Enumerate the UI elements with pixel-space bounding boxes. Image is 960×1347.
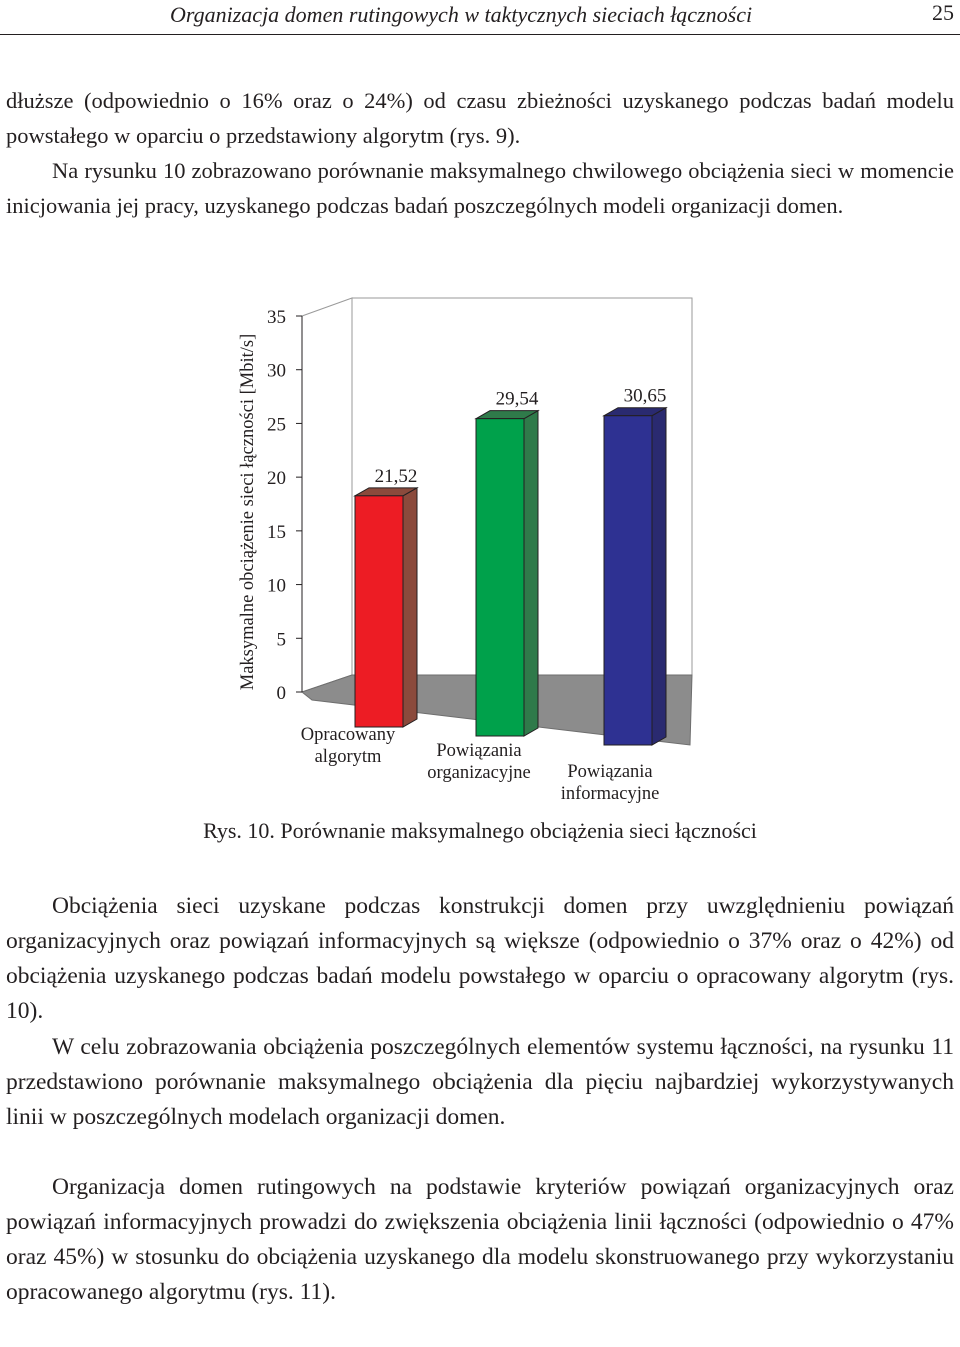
- y-tick-label: 20: [267, 468, 286, 490]
- paragraph-intro: [6, 83, 954, 223]
- bar: [476, 419, 524, 736]
- paragraph-1-text: dłuższe (odpowiednio o 16% oraz o 24%) od czasu zbieżności uzyskanego podczas badań modelu powstałego w oparciu o przedstawiony algorytm (rys. 9).: [6, 88, 954, 148]
- bar: [604, 416, 652, 745]
- y-axis-title: Maksymalne obciążenie sieci łączności [Mbit/s]: [238, 333, 258, 691]
- y-tick-label: 25: [267, 414, 286, 436]
- paragraph-5: [6, 1170, 954, 1310]
- paragraph-3: [6, 889, 954, 1029]
- paragraph-4: [6, 1030, 954, 1135]
- category-label: organizacyjne: [427, 763, 531, 783]
- side-wall: [302, 298, 352, 692]
- y-tick-label: 10: [267, 575, 286, 597]
- category-label: algorytm: [314, 747, 382, 767]
- running-header: [0, 0, 960, 35]
- bar-value-label: 21,52: [374, 465, 418, 487]
- category-label: Opracowany: [300, 725, 396, 745]
- bar-side: [652, 408, 666, 745]
- paragraph-5-text: Organizacja domen rutingowych na podstawie kryteriów powiązań organizacyjnych oraz powiązań informacyjnych prowadzi do zwiększenia obciążenia linii łączności (odpowiednio o 47% oraz 45%) w stosunku do obciążenia uzyskanego dla modelu skonstruowanego przy wykorzystaniu opracowanego algorytmu (rys. 11).: [6, 1174, 954, 1305]
- figure-10-chart: [230, 290, 710, 810]
- y-tick-label: 5: [276, 629, 286, 651]
- paragraph-2-text: Na rysunku 10 zobrazowano porównanie maksymalnego chwilowego obciążenia sieci w momencie inicjowania jej pracy, uzyskanego podczas badań poszczególnych modeli organizacji domen.: [6, 158, 954, 218]
- paragraph-4-text: W celu zobrazowania obciążenia poszczególnych elementów systemu łączności, na rysunku 11 przedstawiono porównanie maksymalnego obciążenia dla pięciu najbardziej wykorzystywanych linii w poszczególnych modelach organizacji domen.: [6, 1034, 954, 1130]
- bar-chart-svg: [230, 290, 710, 810]
- bar-value-label: 29,54: [495, 388, 539, 410]
- y-tick-label: 35: [267, 307, 286, 328]
- y-tick-label: 15: [267, 521, 286, 543]
- running-title: Organizacja domen rutingowych w taktycznych sieciach łączności: [170, 2, 753, 27]
- category-label: Powiązania: [436, 741, 522, 761]
- bar-side: [524, 411, 538, 736]
- category-label: Powiązania: [567, 762, 653, 782]
- bar-side: [403, 488, 417, 727]
- bar-value-label: 30,65: [623, 385, 667, 407]
- category-label: informacyjne: [560, 784, 660, 804]
- bar: [355, 496, 403, 727]
- y-tick-label: 30: [267, 360, 286, 382]
- figure-caption: Rys. 10. Porównanie maksymalnego obciążenia sieci łączności: [203, 818, 757, 843]
- y-tick-label: 0: [276, 683, 286, 704]
- page-number: 25: [932, 0, 954, 25]
- paragraph-3-text: Obciążenia sieci uzyskane podczas konstrukcji domen przy uwzględnieniu powiązań organizacyjnych oraz powiązań informacyjnych są większe (odpowiednio o 37% oraz o 42%) od obciążenia uzyskanego podczas badań modelu powstałego w oparciu o opracowany algorytm (rys. 10).: [6, 893, 954, 1024]
